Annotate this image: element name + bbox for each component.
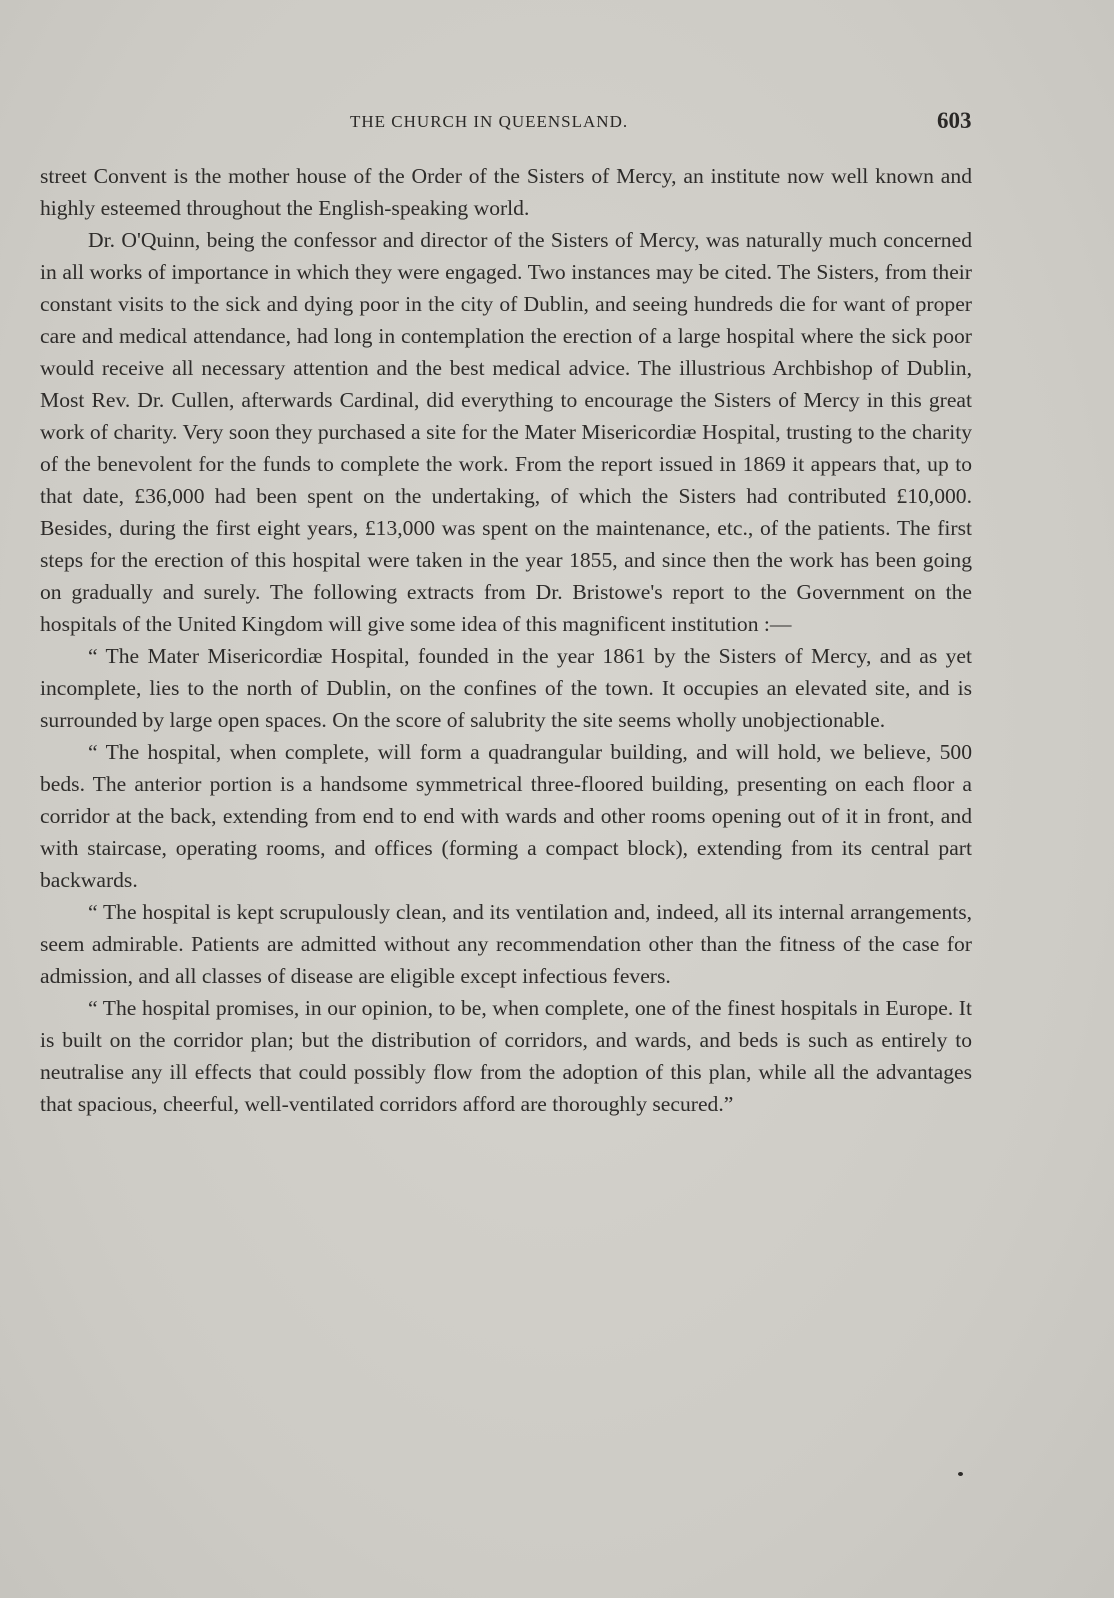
quoted-paragraph: “ The hospital, when complete, will form a quadrangular building, and will hold, we believe, 500 beds. The anterior portion is a handsome symmetrical three-floored building, presenting on each floor a corridor at the back, extending from end to end with wards and other rooms opening out of it in front, and with staircase, operating rooms, and offices (forming a compact block), extending from its central part backwards.	[40, 740, 972, 892]
running-title: THE CHURCH IN QUEENSLAND.	[350, 112, 629, 131]
paragraph-continuation: street Convent is the mother house of the Order of the Sisters of Mercy, an institute now well known and highly esteemed throughout the English-speaking world.	[40, 164, 972, 220]
quoted-paragraph: “ The Mater Misericordiæ Hospital, founded in the year 1861 by the Sisters of Mercy, and as yet incomplete, lies to the north of Dublin, on the confines of the town. It occupies an elevated site, and is surrounded by large open spaces. On the score of salubrity the site seems wholly unobjectionable.	[40, 644, 972, 732]
running-head	[0, 108, 1114, 138]
ink-speck	[958, 1472, 963, 1476]
quoted-paragraph: “ The hospital is kept scrupulously clean, and its ventilation and, indeed, all its internal arrangements, seem admirable. Patients are admitted without any recommendation other than the fitness of the case for admission, and all classes of disease are eligible except infectious fevers.	[40, 900, 972, 988]
page-number: 603	[937, 108, 972, 133]
paragraph: Dr. O'Quinn, being the confessor and director of the Sisters of Mercy, was naturally much concerned in all works of importance in which they were engaged. Two instances may be cited. The Sisters, from their constant visits to the sick and dying poor in the city of Dublin, and seeing hundreds die for want of proper care and medical attendance, had long in contemplation the erection of a large hospital where the sick poor would receive all necessary attention and the best medical advice. The illustrious Archbishop of Dublin, Most Rev. Dr. Cullen, afterwards Cardinal, did everything to encourage the Sisters of Mercy in this great work of charity. Very soon they purchased a site for the Mater Misericordiæ Hospital, trusting to the charity of the benevolent for the funds to complete the work. From the report issued in 1869 it appears that, up to that date, £36,000 had been spent on the undertaking, of which the Sisters had contributed £10,000. Besides, during the first eight years, £13,000 was spent on the maintenance, etc., of the patients. The first steps for the erection of this hospital were taken in the year 1855, and since then the work has been going on gradually and surely. The following extracts from Dr. Bristowe's report to the Government on the hospitals of the United Kingdom will give some idea of this magnificent institution :—	[40, 228, 972, 636]
quoted-paragraph: “ The hospital promises, in our opinion, to be, when complete, one of the finest hospitals in Europe. It is built on the corridor plan; but the distribution of corridors, and wards, and beds is such as entirely to neutralise any ill effects that could possibly flow from the adoption of this plan, while all the advantages that spacious, cheerful, well-ventilated corridors afford are thoroughly secured.”	[40, 996, 972, 1116]
body-text	[40, 160, 972, 1120]
